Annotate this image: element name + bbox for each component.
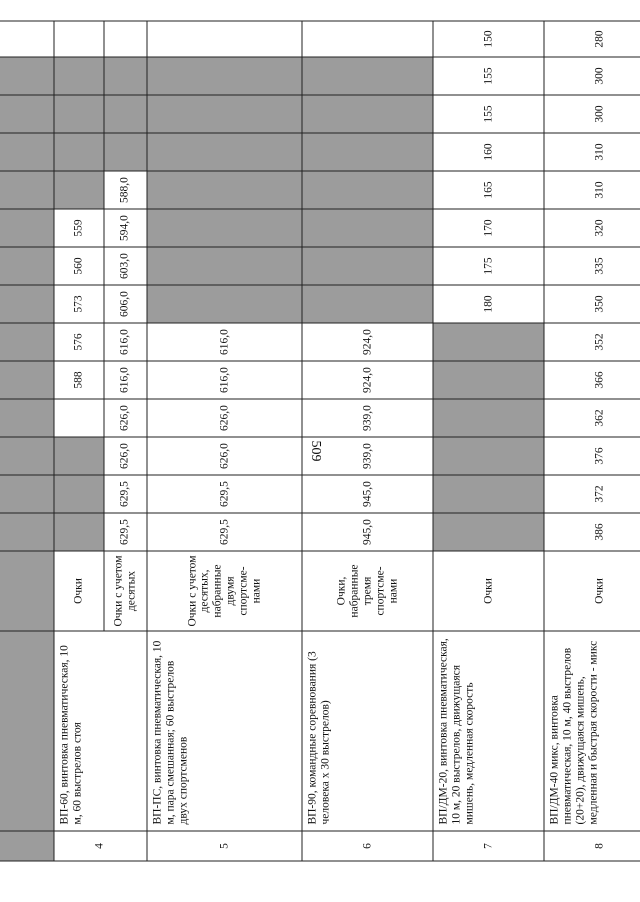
value-cell [104, 133, 147, 171]
standards-table [0, 21, 640, 862]
value-cell [147, 133, 302, 171]
value-cell [433, 437, 544, 475]
value-cell: 366 [544, 361, 640, 399]
value-cell: 616,0 [147, 361, 302, 399]
value-cell: 300 [544, 57, 640, 95]
value-cell [54, 95, 104, 133]
unit-label: Очки с учетом десятых, набранные двумя спортсме-нами [147, 551, 302, 631]
row-number: 4 [54, 831, 147, 861]
value-cell [433, 513, 544, 551]
value-cell [302, 133, 433, 171]
value-cell: 362 [544, 399, 640, 437]
value-cell [302, 95, 433, 133]
value-cell: 320 [544, 209, 640, 247]
value-cell: 560 [54, 247, 104, 285]
value-cell: 559 [54, 209, 104, 247]
value-cell [54, 475, 104, 513]
value-cell [54, 437, 104, 475]
value-cell: 175 [433, 247, 544, 285]
value-cell [0, 247, 54, 285]
value-cell [302, 21, 433, 57]
value-cell: 945,0 [302, 513, 433, 551]
value-cell [433, 475, 544, 513]
discipline-name: ВП/ДМ-20, винтовка пневматическая, 10 м, 20 выстрелов, движущаяся мишень, медленная скорость [433, 631, 544, 831]
value-cell: 603,0 [104, 247, 147, 285]
value-cell: 616,0 [104, 323, 147, 361]
value-cell [147, 209, 302, 247]
value-cell: 180 [433, 285, 544, 323]
value-cell: 280 [544, 21, 640, 57]
value-cell [54, 399, 104, 437]
value-cell: 150 [433, 21, 544, 57]
value-cell: 629,5 [104, 475, 147, 513]
value-cell [104, 57, 147, 95]
value-cell [147, 285, 302, 323]
value-cell: 626,0 [104, 399, 147, 437]
value-cell: 626,0 [147, 437, 302, 475]
value-cell: 616,0 [104, 361, 147, 399]
table-row [433, 21, 544, 861]
value-cell: 588 [54, 361, 104, 399]
row-number: 5 [147, 831, 302, 861]
value-cell: 576 [54, 323, 104, 361]
value-cell: 924,0 [302, 361, 433, 399]
value-cell [147, 57, 302, 95]
discipline-name: ВП-90, командные соревнования (3 человека х 30 выстрелов) [302, 631, 433, 831]
value-cell [0, 95, 54, 133]
value-cell: 629,5 [104, 513, 147, 551]
value-cell [302, 247, 433, 285]
value-cell [0, 209, 54, 247]
unit-label: Очки, набранные тремя спортсме-нами [302, 551, 433, 631]
value-cell [54, 21, 104, 57]
unit-label: Очки [544, 551, 640, 631]
value-cell [0, 513, 54, 551]
value-cell: 945,0 [302, 475, 433, 513]
value-cell: 939,0 [302, 399, 433, 437]
value-cell [0, 57, 54, 95]
value-cell [433, 361, 544, 399]
value-cell: 170 [433, 209, 544, 247]
value-cell [104, 21, 147, 57]
value-cell [302, 209, 433, 247]
value-cell: 626,0 [104, 437, 147, 475]
value-cell [147, 247, 302, 285]
value-cell [433, 399, 544, 437]
discipline-name: ВП-ПС, винтовка пневматическая, 10 м, пара смешанная; 60 выстрелов двух спортсменов [147, 631, 302, 831]
value-cell [54, 133, 104, 171]
value-cell [0, 399, 54, 437]
value-cell: 335 [544, 247, 640, 285]
value-cell: 606,0 [104, 285, 147, 323]
value-cell [147, 21, 302, 57]
value-cell: 573 [54, 285, 104, 323]
value-cell: 594,0 [104, 209, 147, 247]
value-cell [302, 285, 433, 323]
value-cell [54, 57, 104, 95]
value-cell [0, 21, 54, 57]
unit-label [0, 551, 54, 631]
value-cell [0, 285, 54, 323]
value-cell: 386 [544, 513, 640, 551]
value-cell: 350 [544, 285, 640, 323]
unit-label: Очки [54, 551, 104, 631]
value-cell [0, 475, 54, 513]
table-row [544, 21, 640, 861]
value-cell [0, 437, 54, 475]
rotated-table-wrapper [0, 30, 640, 862]
value-cell [54, 513, 104, 551]
value-cell [302, 57, 433, 95]
value-cell: 376 [544, 437, 640, 475]
discipline-name: ВП-60, винтовка пневматическая, 10 м, 60 выстрелов стоя [54, 631, 147, 831]
value-cell [0, 171, 54, 209]
value-cell: 165 [433, 171, 544, 209]
page-number: 509 [308, 440, 323, 462]
value-cell [0, 323, 54, 361]
value-cell [0, 361, 54, 399]
value-cell: 626,0 [147, 399, 302, 437]
value-cell: 629,5 [147, 513, 302, 551]
discipline-name: ВП/ДМ-40 микс, винтовка пневматическая, 10 м, 40 выстрелов (20+20), движущаяся мишень, медленная и быстрая скорости - микс [544, 631, 640, 831]
row-number: 7 [433, 831, 544, 861]
discipline-name [0, 631, 54, 831]
value-cell: 160 [433, 133, 544, 171]
value-cell [433, 323, 544, 361]
value-cell: 939,0 [302, 437, 433, 475]
row-number [0, 831, 54, 861]
value-cell [302, 171, 433, 209]
value-cell: 310 [544, 133, 640, 171]
value-cell: 588,0 [104, 171, 147, 209]
value-cell [54, 171, 104, 209]
value-cell: 310 [544, 171, 640, 209]
value-cell: 155 [433, 95, 544, 133]
table-row [147, 21, 302, 861]
table-row [302, 21, 433, 861]
value-cell: 352 [544, 323, 640, 361]
row-number: 8 [544, 831, 640, 861]
value-cell: 616,0 [147, 323, 302, 361]
unit-label: Очки [433, 551, 544, 631]
value-cell: 300 [544, 95, 640, 133]
row-number: 6 [302, 831, 433, 861]
value-cell [147, 171, 302, 209]
value-cell: 372 [544, 475, 640, 513]
value-cell [104, 95, 147, 133]
table-row [54, 21, 104, 861]
unit-label: Очки с учетом десятых [104, 551, 147, 631]
value-cell: 924,0 [302, 323, 433, 361]
value-cell: 155 [433, 57, 544, 95]
value-cell [147, 95, 302, 133]
value-cell [0, 133, 54, 171]
value-cell: 629,5 [147, 475, 302, 513]
table-row [0, 21, 54, 861]
